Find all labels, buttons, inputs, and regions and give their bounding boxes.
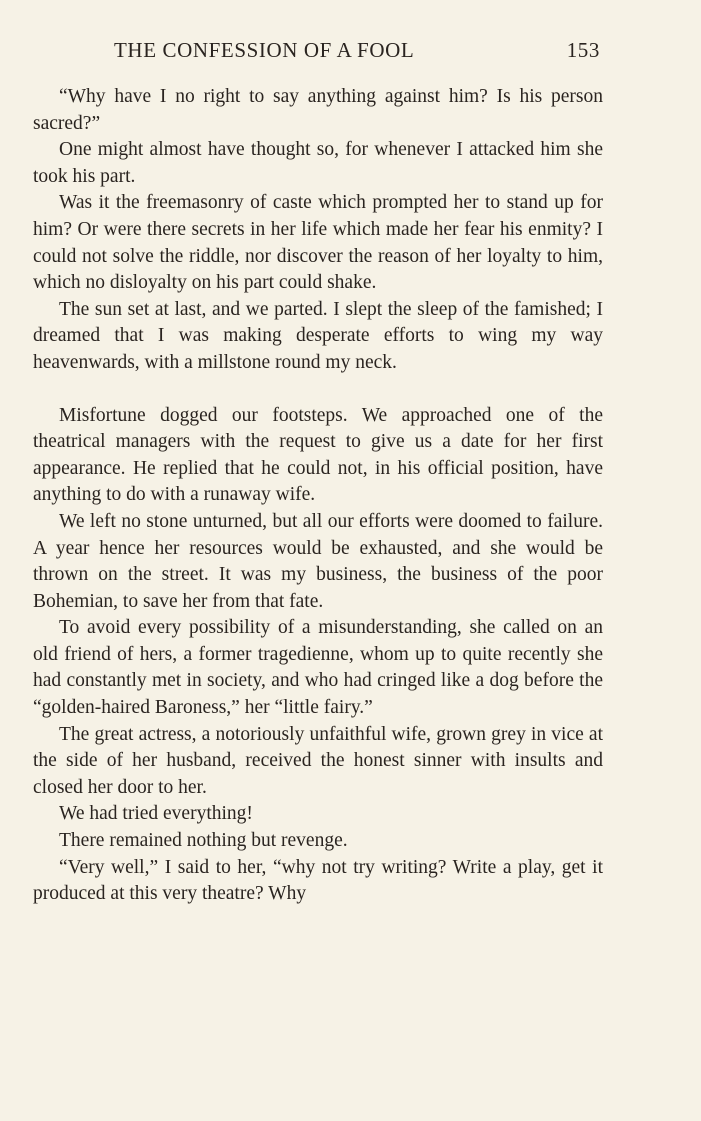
page-number: 153	[566, 38, 600, 62]
paragraph-took-his-part: One might almost have thought so, for whenever I attacked him she took his part.	[33, 139, 603, 187]
paragraph-great-actress: The great actress, a notoriously unfaithful wife, grown grey in vice at the side of her husband, received the honest sinner with insults and closed her door to her.	[33, 723, 603, 798]
running-head-title: THE CONFESSION OF A FOOL	[114, 38, 415, 62]
paragraph-freemasonry: Was it the freemasonry of caste which prompted her to stand up for him? Or were there secrets in her life which made her fear his enmity? I could not solve the riddle, nor discover the reason of her loyalty to him, which no disloyalty on his part could shake.	[33, 192, 603, 294]
body-text	[33, 84, 603, 908]
paragraph-no-stone-unturned: We left no stone unturned, but all our efforts were doomed to failure. A year hence her resources would be exhausted, and she would be thrown on the street. It was my business, the business of the poor Bohemian, to save her from that fate.	[33, 510, 603, 612]
paragraph-tried-everything: We had tried everything!	[59, 803, 253, 825]
paragraph-why-no-right: “Why have I no right to say anything against him? Is his person sacred?”	[33, 86, 603, 134]
paragraph-sun-set: The sun set at last, and we parted. I slept the sleep of the famished; I dreamed that I was making desperate efforts to wing my way heavenwards, with a millstone round my neck.	[33, 298, 603, 373]
paragraph-misfortune: Misfortune dogged our footsteps. We approached one of the theatrical managers with the request to give us a date for her first appearance. He replied that he could not, in his official position, have anything to do with a runaway wife.	[33, 404, 603, 506]
running-head	[114, 38, 600, 68]
paragraph-revenge: There remained nothing but revenge.	[59, 830, 348, 852]
paragraph-old-friend: To avoid every possibility of a misunderstanding, she called on an old friend of hers, a former tragedienne, whom up to quite recently she had constantly met in society, and who had cringed like a dog before the “golden-haired Baroness,” her “little fairy.”	[33, 617, 603, 719]
paragraph-write-a-play: “Very well,” I said to her, “why not try writing? Write a play, get it produced at this very theatre? Why	[33, 856, 603, 905]
